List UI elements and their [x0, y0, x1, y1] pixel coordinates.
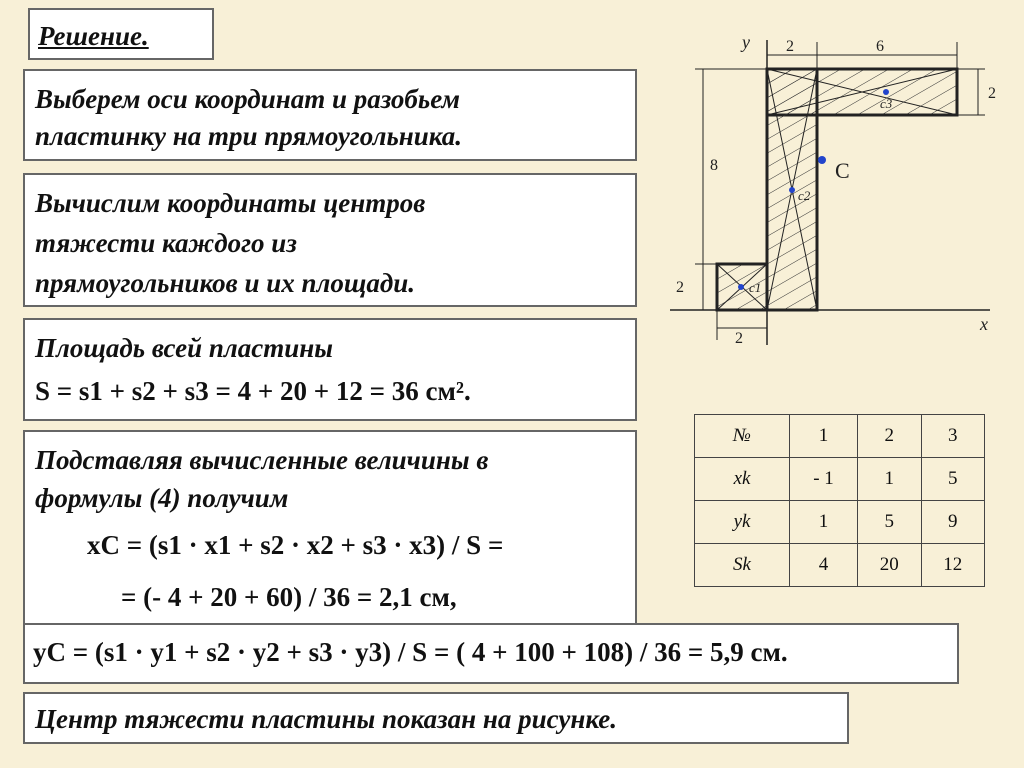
table-cell: 1: [790, 501, 858, 544]
step4-line1: Подставляя вычисленные величины в: [35, 445, 489, 475]
axis-y-label: y: [742, 32, 750, 52]
table-cell: 3: [921, 415, 985, 458]
table-row: [695, 458, 985, 501]
step3-formula: S = s1 + s2 + s3 = 4 + 20 + 12 = 36 см².: [35, 376, 471, 406]
table-row: [695, 544, 985, 587]
dim-top-right: 6: [876, 38, 884, 55]
table-row: [695, 501, 985, 544]
axis-x-label: x: [980, 314, 988, 334]
label-c: C: [835, 158, 850, 183]
step3-heading: Площадь всей пластины: [35, 333, 334, 363]
table-cell: 5: [858, 501, 921, 544]
label-c3: c3: [880, 96, 893, 111]
table-cell: 5: [921, 458, 985, 501]
table-cell: - 1: [790, 458, 858, 501]
step2-line2: тяжести каждого из: [35, 228, 297, 258]
data-table: [694, 414, 985, 587]
table-cell: 1: [790, 415, 858, 458]
xc-formula: xC = (s1 · x1 + s2 · x2 + s3 · x3) / S =: [87, 530, 504, 560]
table-cell: Sk: [695, 544, 790, 587]
yc-formula: yC = (s1 · y1 + s2 · y2 + s3 · y3) / S = ( 4 + 100 + 108) / 36 = 5,9 см.: [33, 637, 788, 667]
conclusion: Центр тяжести пластины показан на рисунке.: [35, 704, 617, 734]
table-cell: 20: [858, 544, 921, 587]
dim-bottom: 2: [735, 330, 743, 347]
label-c1: c1: [749, 280, 762, 295]
dim-right: 2: [988, 85, 996, 102]
step4-line2: формулы (4) получим: [35, 483, 289, 513]
table-cell: 12: [921, 544, 985, 587]
table-cell: №: [695, 415, 790, 458]
center-c1: [738, 284, 744, 290]
center-c2: [789, 187, 795, 193]
table-cell: 1: [858, 458, 921, 501]
center-c: [818, 156, 826, 164]
table-cell: 4: [790, 544, 858, 587]
step2-line1: Вычислим координаты центров: [35, 188, 426, 218]
title: Решение.: [38, 21, 149, 51]
dim-top-left: 2: [786, 38, 794, 55]
xc-result: = (- 4 + 20 + 60) / 36 = 2,1 см,: [121, 582, 457, 612]
center-c3: [883, 89, 889, 95]
dim-left-small: 2: [676, 279, 684, 296]
step2-line3: прямоугольников и их площади.: [35, 268, 416, 298]
table-cell: xk: [695, 458, 790, 501]
table-cell: yk: [695, 501, 790, 544]
conclusion-box: [23, 692, 849, 744]
table-cell: 2: [858, 415, 921, 458]
yc-box: [23, 623, 959, 684]
step1-line2: пластинку на три прямоугольника.: [35, 121, 463, 151]
step1-line1: Выберем оси координат и разобьем: [35, 84, 461, 114]
table-cell: 9: [921, 501, 985, 544]
step4-box: [23, 430, 637, 630]
label-c2: c2: [798, 188, 811, 203]
dim-left-tall: 8: [710, 157, 718, 174]
table-header-row: [695, 415, 985, 458]
